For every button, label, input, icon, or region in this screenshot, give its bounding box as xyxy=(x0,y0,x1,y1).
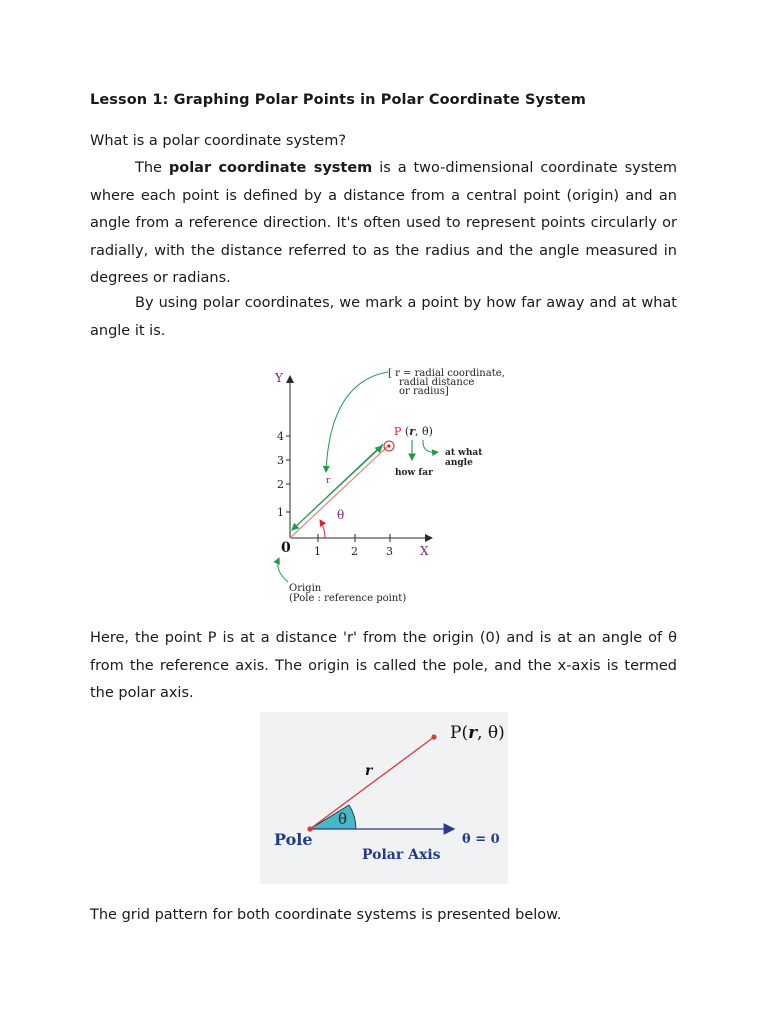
point-p-letter: P xyxy=(394,425,402,438)
point-p-r: r xyxy=(468,723,478,743)
pole-polar-axis-figure xyxy=(260,712,508,884)
how-far-label: how far xyxy=(395,468,433,478)
y-tick-label: 1 xyxy=(277,506,284,519)
angle-pointer-arrow xyxy=(423,440,438,452)
polar-point-figure xyxy=(270,362,520,612)
lesson-title: Lesson 1: Graphing Polar Points in Polar Coordinate System xyxy=(90,92,586,108)
angle-word-label: angle xyxy=(445,458,473,468)
radial-note-line1: [ r = radial coordinate, xyxy=(388,368,505,379)
x-tick-label: 1 xyxy=(314,545,321,558)
radial-note-line2: radial distance xyxy=(399,377,475,388)
explanation-paragraph: Here, the point P is at a distance 'r' from the origin (0) and is at an angle of θ from the reference axis. The origin is called the pole, and the x-axis is termed the polar axis. xyxy=(90,630,677,701)
pole-label: Pole xyxy=(274,830,313,849)
r-label: r xyxy=(365,763,373,779)
usage-text: By using polar coordinates, we mark a point by how far away and at what angle it is. xyxy=(90,295,677,339)
x-axis-label: X xyxy=(420,544,429,558)
closing-sentence: The grid pattern for both coordinate systems is presented below. xyxy=(90,907,562,923)
definition-body: is a two-dimensional coordinate system where each point is defined by a distance from a central point (origin) and an angle from a reference direction. It's often used to represent points circularly or radially, with the distance referred to as the radius and the angle measured in degrees or radians. xyxy=(90,160,677,286)
usage-paragraph xyxy=(90,290,677,345)
point-p-open: ( xyxy=(461,723,469,743)
angle-arc xyxy=(320,520,325,538)
origin-zero-label: 0 xyxy=(281,540,291,556)
point-p-rest: , θ) xyxy=(477,723,505,743)
point-p-label xyxy=(450,723,505,743)
point-p-rest: , θ) xyxy=(415,425,433,438)
theta-label: θ xyxy=(337,508,345,522)
r-label: r xyxy=(326,476,331,486)
polar-axis-label: Polar Axis xyxy=(362,847,441,863)
point-p-dot xyxy=(431,734,436,739)
angle-wedge xyxy=(310,805,356,829)
point-p-open: ( xyxy=(401,425,410,438)
theta-zero-label: θ = 0 xyxy=(462,832,500,847)
x-tick-label: 2 xyxy=(351,545,358,558)
radial-note-line3: or radius] xyxy=(399,386,449,397)
y-axis-label: Y xyxy=(275,371,283,385)
point-p-dot xyxy=(387,444,390,447)
origin-note-line1: Origin xyxy=(289,583,322,594)
y-tick-label: 4 xyxy=(277,430,284,443)
question-heading: What is a polar coordinate system? xyxy=(90,133,347,149)
y-tick-label: 3 xyxy=(277,454,284,467)
point-p-label xyxy=(394,425,433,438)
radius-ray xyxy=(310,737,434,829)
point-p-r: r xyxy=(409,425,415,438)
pole-figure-svg xyxy=(260,712,508,884)
radial-annotation-arrow xyxy=(326,372,388,472)
origin-note-line2: (Pole : reference point) xyxy=(289,593,407,604)
origin-annotation-arrow xyxy=(278,558,288,582)
definition-term: polar coordinate system xyxy=(168,160,373,176)
point-p-letter: P xyxy=(450,723,462,743)
y-tick-label: 2 xyxy=(277,478,284,491)
theta-label: θ xyxy=(338,810,348,828)
x-tick-label: 3 xyxy=(386,545,393,558)
definition-pre: The xyxy=(135,160,169,176)
radius-line xyxy=(290,446,388,538)
definition-paragraph xyxy=(90,155,677,293)
at-what-label: at what xyxy=(445,448,483,458)
